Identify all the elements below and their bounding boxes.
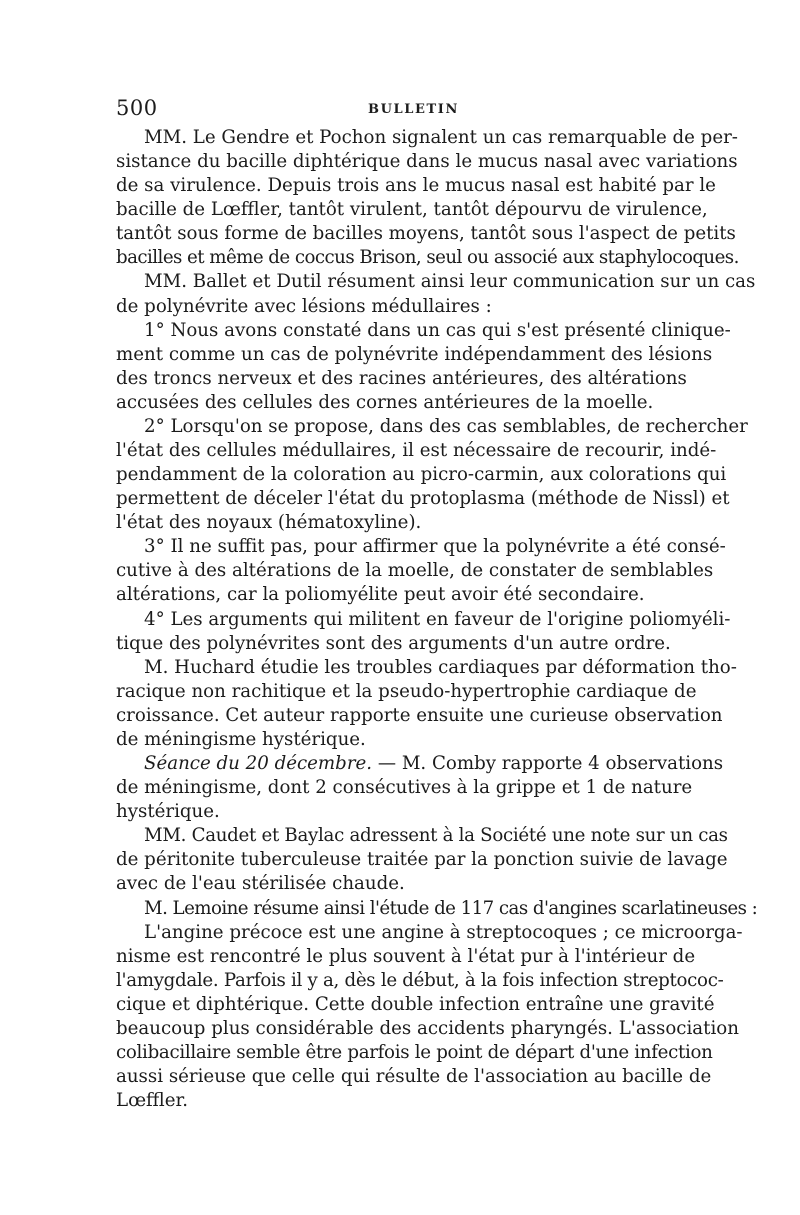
text-line: avec de l'eau stérilisée chaude. xyxy=(116,873,405,895)
text-line: cique et diphtérique. Cette double infection entraîne une gravité xyxy=(116,993,715,1015)
text-line: 4° Les arguments qui militent en faveur de l'origine poliomyéli- xyxy=(144,608,731,630)
text-line: nisme est rencontré le plus souvent à l'état pur à l'intérieur de xyxy=(116,945,696,967)
text-line: racique non rachitique et la pseudo-hypertrophie cardiaque de xyxy=(116,680,697,702)
text-line: hystérique. xyxy=(116,801,220,823)
text-line: de sa virulence. Depuis trois ans le mucus nasal est habité par le xyxy=(116,175,716,197)
text-line: croissance. Cet auteur rapporte ensuite une curieuse observation xyxy=(116,704,723,726)
text-line: tantôt sous forme de bacilles moyens, tantôt sous l'aspect de petits xyxy=(116,223,736,245)
text-line: aussi sérieuse que celle qui résulte de l'association au bacille de xyxy=(116,1066,712,1088)
text-line: accusées des cellules des cornes antérieures de la moelle. xyxy=(116,391,654,413)
text-line: de polynévrite avec lésions médullaires : xyxy=(116,295,492,317)
paragraph-huchard xyxy=(116,656,737,752)
text-line: colibacillaire semble être parfois le point de départ d'une infection xyxy=(116,1041,713,1063)
text-line: M. Lemoine résume ainsi l'étude de 117 cas d'angines scarlatineuses : xyxy=(144,897,758,919)
text-line: pendamment de la coloration au picro-carmin, aux colorations qui xyxy=(116,464,727,486)
text-line: L'angine précoce est une angine à streptocoques ; ce microorga- xyxy=(144,921,743,943)
text-line: 1° Nous avons constaté dans un cas qui s'est présenté clinique- xyxy=(144,319,731,341)
text-line: altérations, car la poliomyélite peut avoir été secondaire. xyxy=(116,584,645,606)
text-line: sistance du bacille diphtérique dans le mucus nasal avec variations xyxy=(116,151,738,173)
paragraph-point-4 xyxy=(116,608,731,656)
text-line: beaucoup plus considérable des accidents pharyngés. L'association xyxy=(116,1017,739,1039)
text-line: ment comme un cas de polynévrite indépendamment des lésions xyxy=(116,343,713,365)
text-line: de méningisme, dont 2 consécutives à la grippe et 1 de nature xyxy=(116,777,693,799)
text-line: MM. Ballet et Dutil résument ainsi leur communication sur un cas xyxy=(144,271,756,293)
page-number: 500 xyxy=(116,96,158,120)
text-line: de méningisme hystérique. xyxy=(116,728,366,750)
paragraph-point-1 xyxy=(116,319,731,415)
text-line: de péritonite tuberculeuse traitée par la ponction suivie de lavage xyxy=(116,849,728,871)
paragraph-gendre-pochon xyxy=(116,126,739,270)
text-line: bacille de Lœffler, tantôt virulent, tantôt dépourvu de virulence, xyxy=(116,199,708,221)
paragraph-seance-comby xyxy=(116,752,724,824)
paragraph-point-3 xyxy=(116,535,726,607)
text-line: tique des polynévrites sont des arguments d'un autre ordre. xyxy=(116,632,671,654)
paragraph-lemoine xyxy=(116,897,758,921)
text-line: M. Huchard étudie les troubles cardiaques par déformation tho- xyxy=(144,656,737,678)
text-line: MM. Le Gendre et Pochon signalent un cas remarquable de per- xyxy=(144,127,738,148)
text-line: Séance du 20 décembre. — M. Comby rapporte 4 observations xyxy=(144,753,724,775)
text-line: cutive à des altérations de la moelle, de constater de semblables xyxy=(116,560,714,582)
text-line: des troncs nerveux et des racines antérieures, des altérations xyxy=(116,367,687,389)
text-line: bacilles et même de coccus Brison, seul ou associé aux staphylocoques. xyxy=(116,247,739,269)
paragraph-ballet-dutil xyxy=(116,270,756,318)
paragraph-angine-precoce xyxy=(116,921,743,1114)
running-title: BULLETIN xyxy=(368,102,459,117)
text-line: permettent de déceler l'état du protoplasma (méthode de Nissl) et xyxy=(116,488,730,510)
text-line: l'état des noyaux (hématoxyline). xyxy=(116,512,422,534)
text-line: l'état des cellules médullaires, il est nécessaire de recourir, indé- xyxy=(116,440,717,462)
text-line: MM. Caudet et Baylac adressent à la Société une note sur un cas xyxy=(144,825,728,847)
text-line: 2° Lorsqu'on se propose, dans des cas semblables, de rechercher xyxy=(144,415,748,437)
text-line: l'amygdale. Parfois il y a, dès le début, à la fois infection streptococ- xyxy=(116,969,724,991)
text-line: Lœffler. xyxy=(116,1090,189,1112)
text-line: 3° Il ne suffit pas, pour affirmer que la polynévrite a été consé- xyxy=(144,536,726,558)
body-text xyxy=(116,126,758,1113)
paragraph-caudet-baylac xyxy=(116,824,728,896)
page-header xyxy=(116,96,686,126)
paragraph-point-2 xyxy=(116,415,748,535)
